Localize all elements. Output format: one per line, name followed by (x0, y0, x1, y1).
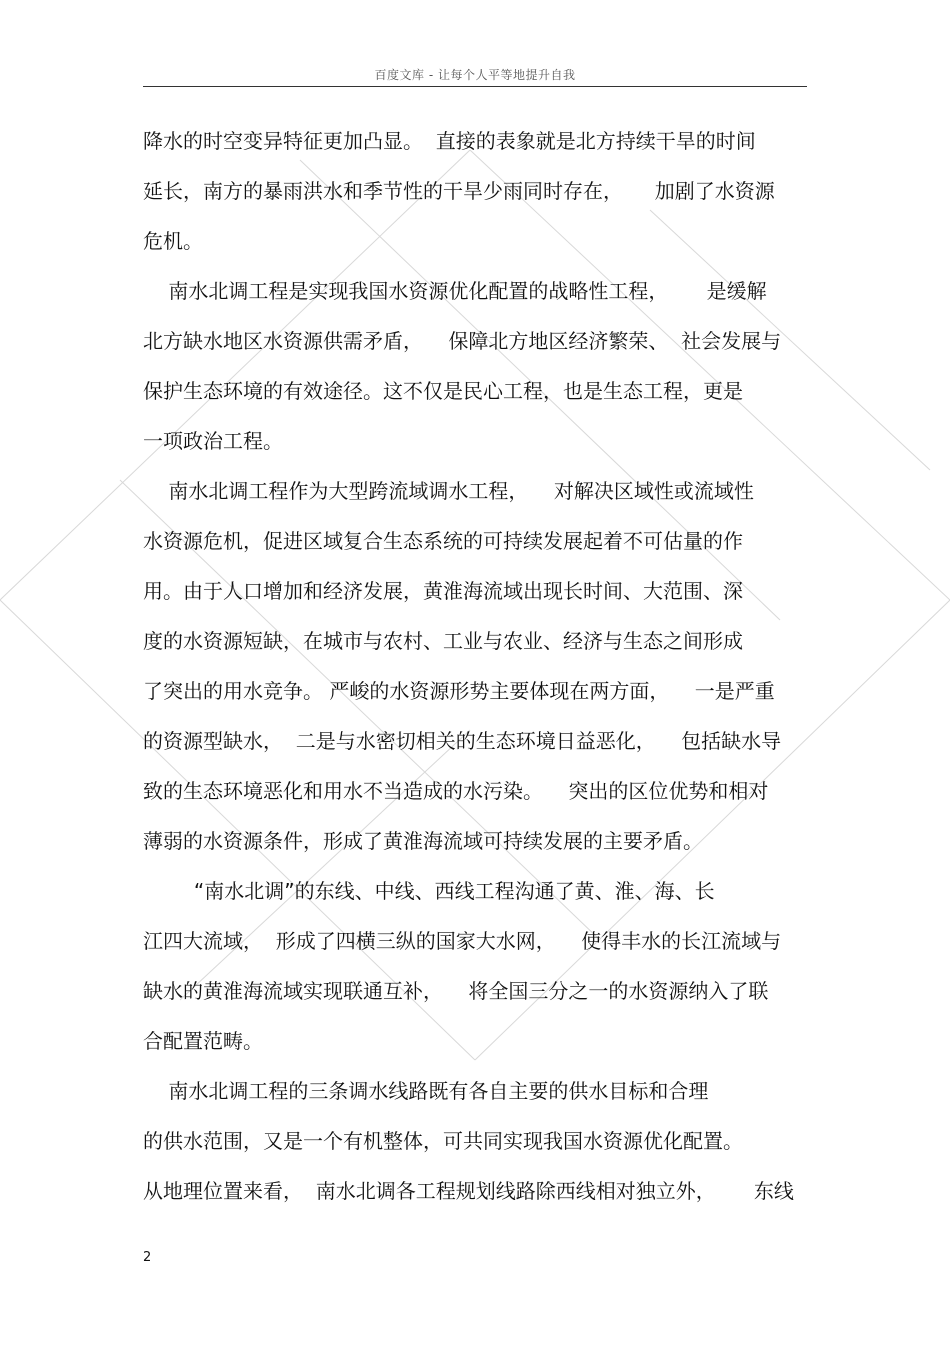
text-line: 了突出的用水竞争。 严峻的水资源形势主要体现在两方面， 一是严重 (143, 679, 775, 703)
text-line: 合配置范畴。 (143, 1029, 263, 1053)
text-line: 度的水资源短缺，在城市与农村、工业与农业、经济与生态之间形成 (143, 629, 743, 653)
text-line: 北方缺水地区水资源供需矛盾， 保障北方地区经济繁荣、 社会发展与 (143, 329, 782, 353)
text-line: 致的生态环境恶化和用水不当造成的水污染。 突出的区位优势和相对 (143, 779, 769, 803)
text-line: 南水北调工程的三条调水线路既有各自主要的供水目标和合理 (143, 1079, 709, 1103)
text-line: 的资源型缺水， 二是与水密切相关的生态环境日益恶化， 包括缺水导 (143, 729, 782, 753)
text-line: 用。由于人口增加和经济发展，黄淮海流域出现长时间、大范围、深 (143, 579, 743, 603)
page-number: 2 (143, 1250, 152, 1265)
text-line: 薄弱的水资源条件，形成了黄淮海流域可持续发展的主要矛盾。 (143, 829, 703, 853)
text-line: 缺水的黄淮海流域实现联通互补， 将全国三分之一的水资源纳入了联 (143, 979, 769, 1003)
text-line: 危机。 (143, 229, 203, 253)
text-line: 一项政治工程。 (143, 429, 283, 453)
text-line: 南水北调工程作为大型跨流域调水工程， 对解决区域性或流域性 (143, 479, 754, 503)
text-line: “南水北调”的东线、中线、西线工程沟通了黄、淮、海、长 (143, 879, 715, 903)
text-line: 保护生态环境的有效途径。这不仅是民心工程，也是生态工程，更是 (143, 379, 743, 403)
text-line: 的供水范围，又是一个有机整体，可共同实现我国水资源优化配置。 (143, 1129, 743, 1153)
text-line: 从地理位置来看， 南水北调各工程规划线路除西线相对独立外， 东线 (143, 1179, 794, 1203)
text-line: 南水北调工程是实现我国水资源优化配置的战略性工程， 是缓解 (143, 279, 767, 303)
page-header: 百度文库 - 让每个人平等地提升自我 (374, 68, 576, 82)
text-line: 降水的时空变异特征更加凸显。 直接的表象就是北方持续干旱的时间 (143, 129, 756, 153)
text-line: 延长，南方的暴雨洪水和季节性的干旱少雨同时存在， 加剧了水资源 (143, 179, 775, 203)
text-line: 江四大流域， 形成了四横三纵的国家大水网， 使得丰水的长江流域与 (143, 929, 782, 953)
text-line: 水资源危机，促进区域复合生态系统的可持续发展起着不可估量的作 (143, 529, 743, 553)
header-divider (143, 86, 807, 87)
